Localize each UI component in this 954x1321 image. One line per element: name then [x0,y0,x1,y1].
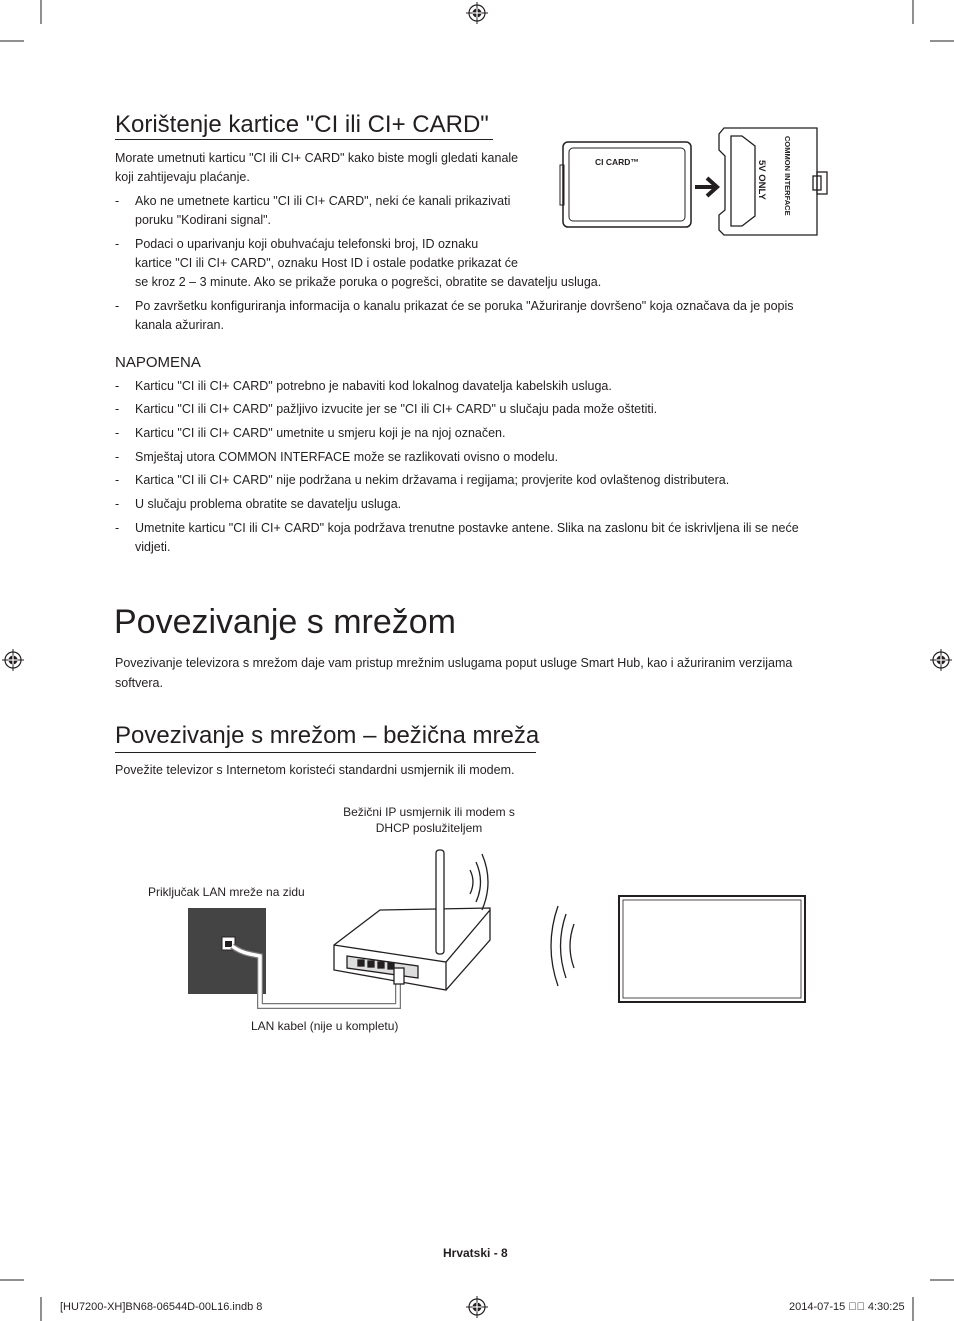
ci-intro-line: Morate umetnuti karticu "CI ili CI+ CARD" kako biste mogli gledati kanale [115,151,519,165]
wifi-signal-icon [470,854,488,910]
wireless-intro: Povežite televizor s Internetom koristeći standardni usmjernik ili modem. [115,763,515,777]
ci-section-title: Korištenje kartice "CI ili CI+ CARD" [115,111,489,138]
router-caption [329,804,529,836]
ci-card-label: CI CARD™ [595,157,639,167]
page-number: Hrvatski - 8 [443,1246,508,1260]
bullet-dash: - [115,194,120,208]
ci-bullet-line: kartice "CI ili CI+ CARD", oznaku Host ID i ostale podatke prikazat će [135,256,518,270]
router-caption-line: Bežični IP usmjernik ili modem s [343,805,515,819]
note-bullet-line: vidjeti. [135,540,171,554]
ci-card-illustration [555,120,845,250]
network-section-title: Povezivanje s mrežom [114,603,457,641]
network-intro-line: softvera. [115,676,163,690]
ci-bullet-line: Ako ne umetnete karticu "CI ili CI+ CARD", neki će kanali prikazivati [135,194,511,208]
network-intro-line: Povezivanje televizora s mrežom daje vam pristup mrežnim uslugama poput usluge Smart Hub, kao i ažuriranim verzijama [115,656,793,670]
wall-lan-port [188,908,266,994]
registration-target-icon [2,649,24,671]
bullet-dash: - [115,237,120,251]
wireless-section-title: Povezivanje s mrežom – bežična mreža [115,722,540,749]
slot-label-common-interface: COMMON INTERFACE [783,136,792,216]
note-bullet-line: U slučaju problema obratite se davatelju usluga. [135,497,402,511]
bullet-dash: - [115,521,120,535]
ci-intro-line: koji zahtijevaju plaćanje. [115,170,250,184]
router-caption-line: DHCP poslužiteljem [375,821,483,835]
ci-bullet-line: kanala ažuriran. [135,318,224,332]
footer-file-info: [HU7200-XH]BN68-06544D-00L16.indb 8 [60,1301,263,1313]
bullet-dash: - [115,379,120,393]
slot-label-5v-only: 5V ONLY [756,160,767,200]
lan-cable-caption: LAN kabel (nije u kompletu) [251,1019,399,1033]
arrow-right-icon [695,178,717,196]
ci-section-title-underline [115,139,493,140]
common-interface-slot [719,128,827,235]
note-bullet-line: Umetnite karticu "CI ili CI+ CARD" koja podržava trenutne postavke antene. Slika na zaslonu bit će iskrivljena ili se neće [135,521,799,535]
ci-bullet-line: Po završetku konfiguriranja informacija o kanalu prikazat će se poruka "Ažuriranje dovršeno" koja označava da je popis [135,299,794,313]
wifi-signal-icon [551,906,574,986]
bullet-dash: - [115,450,120,464]
registration-target-icon [930,649,952,671]
footer-timestamp: 2014-07-15 ￿￿ 4:30:25 [789,1301,905,1313]
bullet-dash: - [115,473,120,487]
ci-bullet-line: poruku "Kodirani signal". [135,213,272,227]
bullet-dash: - [115,497,120,511]
bullet-dash: - [115,299,120,313]
note-bullet-line: Smještaj utora COMMON INTERFACE može se razlikovati ovisno o modelu. [135,450,559,464]
wireless-network-diagram [180,840,820,1010]
note-bullet-line: Karticu "CI ili CI+ CARD" potrebno je nabaviti kod lokalnog davatelja kabelskih usluga. [135,379,612,393]
wall-port-caption: Priključak LAN mreže na zidu [148,885,305,899]
registration-target-icon [466,2,488,24]
note-title: NAPOMENA [115,354,201,371]
registration-target-icon [466,1296,488,1318]
wireless-section-title-underline [115,752,536,753]
note-bullet-line: Karticu "CI ili CI+ CARD" umetnite u smjeru koji je na njoj označen. [135,426,506,440]
antenna [436,850,444,954]
ci-bullet-line: Podaci o uparivanju koji obuhvaćaju telefonski broj, ID oznaku [135,237,479,251]
ci-bullet-line: se kroz 2 – 3 minute. Ako se prikaže poruka o pogrešci, obratite se davatelju usluga. [135,275,602,289]
note-bullet-line: Karticu "CI ili CI+ CARD" pažljivo izvucite jer se "CI ili CI+ CARD" u slučaju pada može oštetiti. [135,402,658,416]
router [334,908,490,990]
tv-icon [619,896,805,1002]
bullet-dash: - [115,426,120,440]
bullet-dash: - [115,402,120,416]
note-bullet-line: Kartica "CI ili CI+ CARD" nije podržana u nekim državama i regijama; provjerite kod ovlaštenog distributera. [135,473,730,487]
